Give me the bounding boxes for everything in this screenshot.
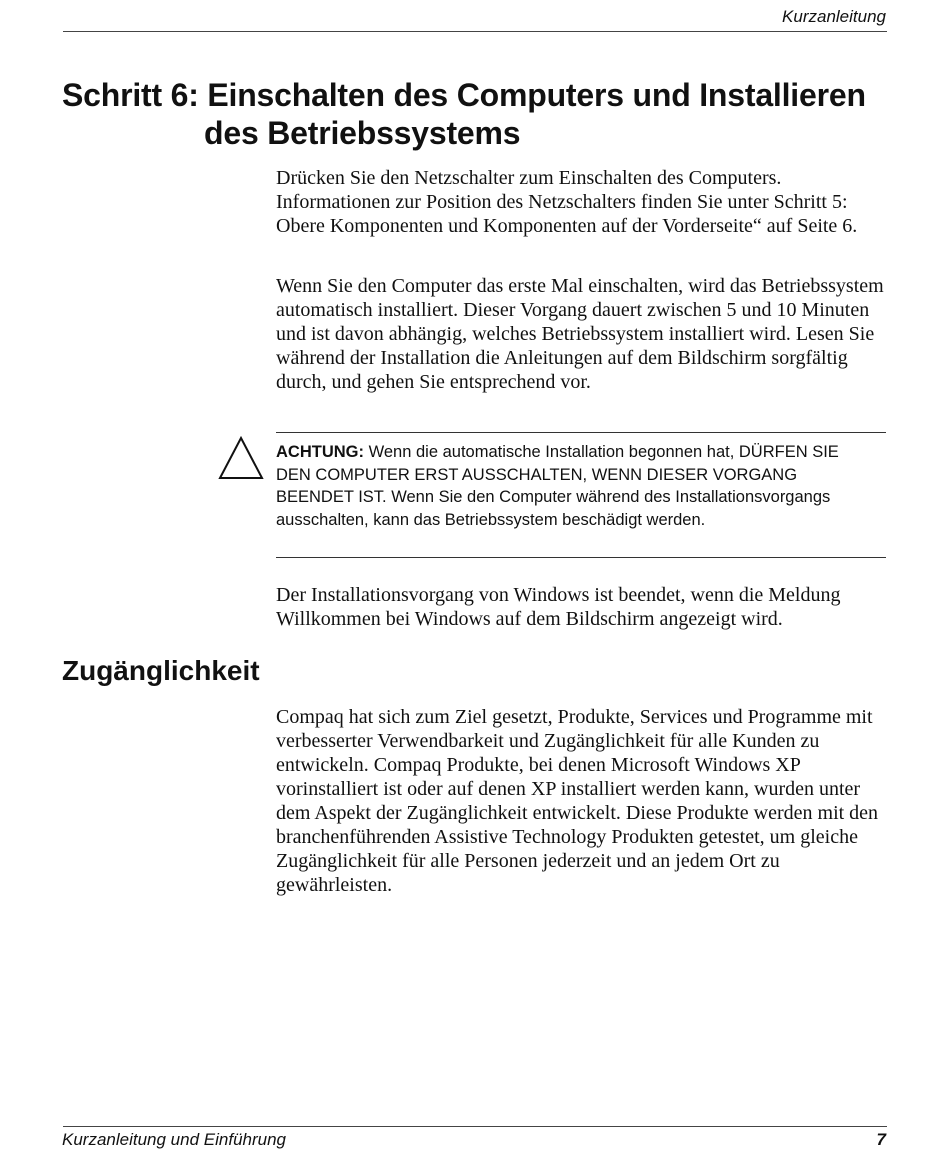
header-divider xyxy=(63,31,887,32)
page-number: 7 xyxy=(876,1130,886,1149)
paragraph-windows-welcome: Der Installationsvorgang von Windows ist beendet, wenn die Meldung Willkommen bei Windows auf dem Bildschirm angezeigt wird. xyxy=(276,584,841,630)
caution-divider-bottom xyxy=(276,557,886,558)
section-title-line1: Schritt 6: Einschalten des Computers und Installieren xyxy=(62,77,866,113)
caution-triangle-icon xyxy=(218,436,264,480)
paragraph-power-switch: Drücken Sie den Netzschalter zum Einschalten des Computers. Informationen zur Position des Netzschalters finden Sie unter Schritt 5: Obere Komponenten und Komponenten auf der Vorderseite“ auf Seite 6. xyxy=(276,167,858,237)
section-title-step6 xyxy=(62,76,902,152)
section-title-line2: des Betriebssystems xyxy=(204,115,521,151)
caution-divider-top xyxy=(276,432,886,433)
caution-label: ACHTUNG: xyxy=(276,443,364,461)
paragraph-os-install: Wenn Sie den Computer das erste Mal einschalten, wird das Betriebssystem automatisch installiert. Dieser Vorgang dauert zwischen 5 und 10 Minuten und ist davon abhängig, welches Betriebssystem installiert wird. Lesen Sie während der Installation die Anleitungen auf dem Bildschirm sorgfältig durch, und gehen Sie entsprechend vor. xyxy=(276,275,884,393)
section-title-accessibility: Zugänglichkeit xyxy=(62,655,260,686)
running-header: Kurzanleitung xyxy=(782,7,886,26)
caution-note xyxy=(276,441,856,531)
footer-title: Kurzanleitung und Einführung xyxy=(62,1130,286,1149)
footer-divider xyxy=(63,1126,887,1127)
paragraph-accessibility: Compaq hat sich zum Ziel gesetzt, Produkte, Services und Programme mit verbesserter Verwendbarkeit und Zugänglichkeit für alle Kunden zu entwickeln. Compaq Produkte, bei denen Microsoft Windows XP vorinstalliert ist oder auf denen XP installiert werden kann, wurden unter dem Aspekt der Zugänglichkeit entwickelt. Diese Produkte werden mit den branchenführenden Assistive Technology Produkten getestet, um gleiche Zugänglichkeit für alle Personen jederzeit und an jedem Ort zu gewährleisten. xyxy=(276,706,879,896)
caution-text: Wenn die automatische Installation begonnen hat, DÜRFEN SIE DEN COMPUTER ERST AUSSCHALTEN, WENN DIESER VORGANG BEENDET IST. Wenn Sie den Computer während des Installationsvorgangs ausschalten, kann das Betriebssystem beschädigt werden. xyxy=(276,443,839,529)
